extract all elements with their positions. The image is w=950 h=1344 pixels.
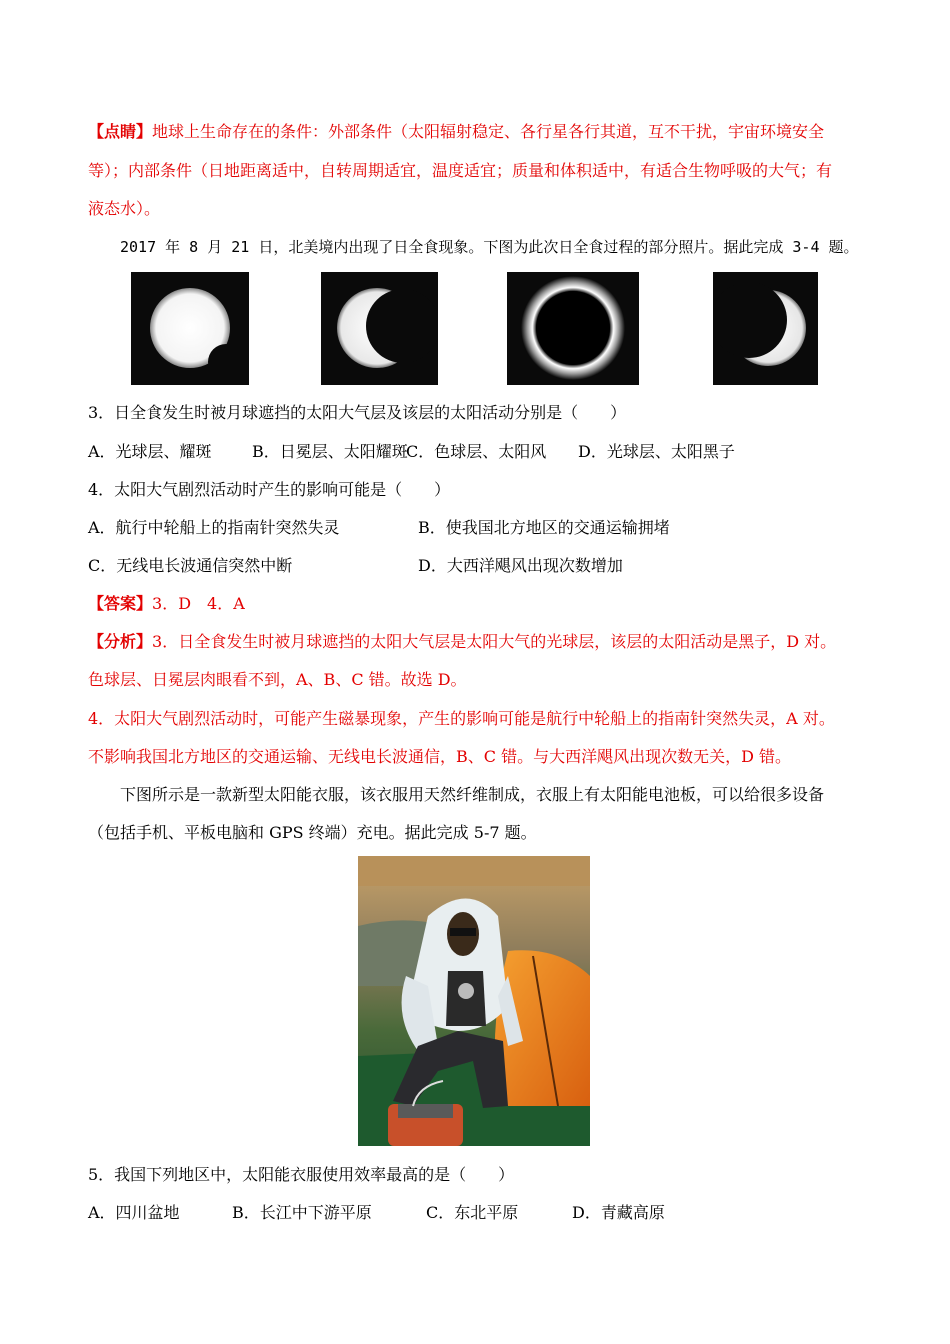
dianjing-tag: 【点睛】 — [88, 122, 153, 141]
dianjing-line-1 — [88, 121, 868, 143]
intro-eclipse: 2017 年 8 月 21 日，北美境内出现了日全食现象。下图为此次日全食过程的部分照片。据此完成 3-4 题。 — [120, 238, 859, 256]
eclipse-photo-2 — [321, 272, 438, 385]
q3-option-b: B．日冕层、太阳耀斑 — [252, 442, 408, 461]
question-3-stem: 3．日全食发生时被月球遮挡的太阳大气层及该层的太阳活动分别是（ ） — [88, 403, 627, 422]
q4-option-d: D．大西洋飓风出现次数增加 — [418, 556, 623, 575]
intro-solar-clothes-line-1: 下图所示是一款新型太阳能衣服，该衣服用天然纤维制成，衣服上有太阳能电池板，可以给很多设备 — [120, 785, 825, 804]
dianjing-line-2: 等）；内部条件（日地距离适中，自转周期适宜，温度适宜；质量和体积适中，有适合生物呼吸的大气；有 — [88, 161, 833, 180]
q5-option-b: B．长江中下游平原 — [232, 1203, 372, 1222]
analysis-line-3: 4．太阳大气剧烈活动时，可能产生磁暴现象，产生的影响可能是航行中轮船上的指南针突然失灵，A 对。 — [88, 709, 835, 728]
dianjing-text-1: 地球上生命存在的条件：外部条件（太阳辐射稳定、各行星各行其道，互不干扰，宇宙环境安全 — [152, 122, 825, 141]
answer-text: 3．D 4．A — [152, 594, 245, 613]
q4-option-c: C．无线电长波通信突然中断 — [88, 556, 293, 575]
q3-option-c: C．色球层、太阳风 — [406, 442, 547, 461]
answer-tag: 【答案】 — [88, 594, 153, 613]
q5-option-c: C．东北平原 — [426, 1203, 519, 1222]
solar-clothes-photo — [358, 856, 590, 1146]
q5-option-a: A．四川盆地 — [88, 1203, 180, 1222]
question-4-stem: 4．太阳大气剧烈活动时产生的影响可能是（ ） — [88, 480, 451, 499]
question-5-stem: 5．我国下列地区中，太阳能衣服使用效率最高的是（ ） — [88, 1165, 515, 1184]
q3-option-a: A．光球层、耀斑 — [88, 442, 212, 461]
analysis-text-1: 3．日全食发生时被月球遮挡的太阳大气层是太阳大气的光球层，该层的太阳活动是黑子，D 对。 — [152, 632, 837, 651]
eclipse-photo-3 — [507, 272, 639, 385]
eclipse-photo-4 — [713, 272, 818, 385]
eclipse-photo-1 — [131, 272, 249, 385]
q3-option-d: D．光球层、太阳黑子 — [578, 442, 735, 461]
intro-solar-clothes-line-2: （包括手机、平板电脑和 GPS 终端）充电。据此完成 5-7 题。 — [88, 823, 537, 842]
analysis-line-2: 色球层、日冕层肉眼看不到，A、B、C 错。故选 D。 — [88, 670, 467, 689]
dianjing-line-3: 液态水）。 — [88, 199, 161, 218]
q4-option-a: A．航行中轮船上的指南针突然失灵 — [88, 518, 340, 537]
analysis-tag: 【分析】 — [88, 632, 153, 651]
answer-line — [88, 593, 868, 615]
analysis-line-4: 不影响我国北方地区的交通运输、无线电长波通信，B、C 错。与大西洋飓风出现次数无关，D 错。 — [88, 747, 792, 766]
q5-option-d: D．青藏高原 — [572, 1203, 665, 1222]
q4-option-b: B．使我国北方地区的交通运输拥堵 — [418, 518, 670, 537]
analysis-line-1 — [88, 631, 868, 653]
